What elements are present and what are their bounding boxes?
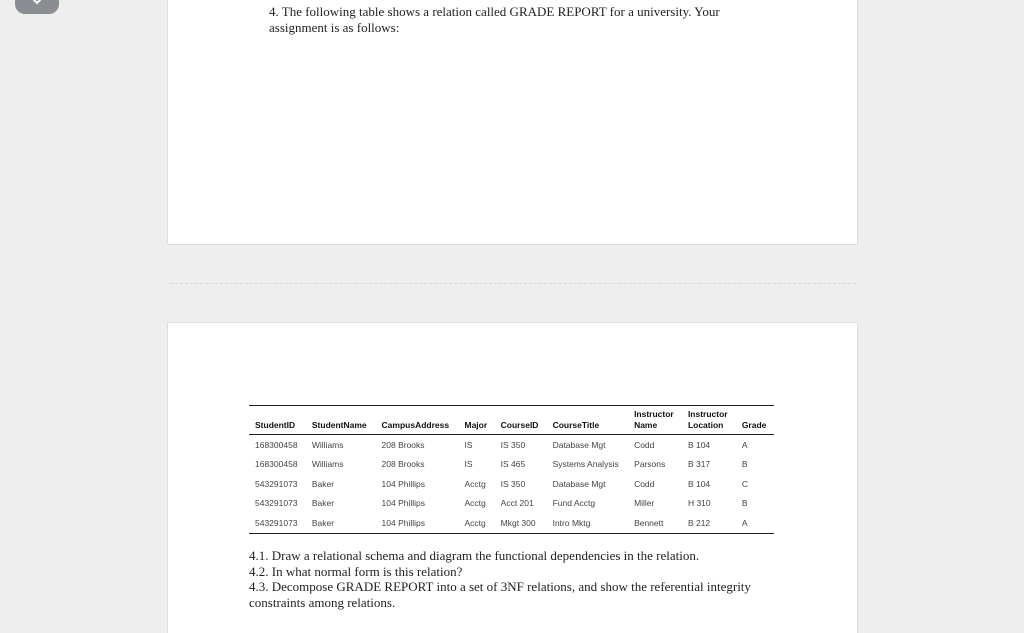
task-4-2: 4.2. In what normal form is this relation? (249, 563, 463, 579)
cell-student-name: Baker (311, 498, 335, 509)
cell-course-title: Database Mgt (552, 478, 606, 489)
header-instructor-name: Instructor Name (628, 406, 682, 435)
cell-student-id: 168300458 (255, 459, 298, 470)
cell-grade: B (741, 498, 748, 509)
cell-course-id: IS 465 (500, 459, 526, 470)
cell-instructor-location: B 104 (687, 478, 711, 489)
cell-instructor-location: H 310 (687, 498, 711, 509)
cell-grade: C (741, 478, 748, 489)
cell-course-id: Mkgt 300 (495, 513, 547, 533)
cell-course-title: Systems Analysis (552, 459, 619, 470)
task-4-3-line-1: 4.3. Decompose GRADE REPORT into a set of 3NF relations, and show the referential integrity (249, 579, 751, 594)
task-4-1: 4.1. Draw a relational schema and diagram the functional dependencies in the relation. (249, 548, 700, 563)
table-row (249, 494, 774, 514)
cell-student-name: Williams (311, 439, 344, 450)
cell-student-name: Baker (311, 478, 335, 489)
cell-campus-address: 208 Brooks (381, 439, 425, 450)
cell-grade: A (736, 513, 774, 533)
cell-major: Acctg (464, 478, 486, 489)
cell-campus-address: 104 Phillips (381, 478, 426, 489)
cell-instructor-location: B 104 (687, 439, 711, 450)
header-course-id: CourseID (495, 406, 547, 435)
question-line-1: 4. The following table shows a relation called GRADE REPORT for a university. Your (269, 4, 720, 19)
close-icon (29, 0, 45, 8)
cell-student-name: Williams (311, 459, 344, 470)
cell-course-id: IS 350 (500, 478, 526, 489)
cell-course-title: Intro Mktg (547, 513, 628, 533)
table-row (249, 435, 774, 455)
cell-major: Acctg (464, 498, 486, 509)
cell-grade: B (741, 459, 748, 470)
document-page-2 (168, 323, 857, 633)
header-major: Major (459, 406, 495, 435)
cell-student-id: 543291073 (255, 478, 298, 489)
document-page-1 (168, 0, 857, 244)
cell-instructor-name: Miller (634, 498, 655, 509)
task-list (249, 548, 789, 610)
cell-campus-address: 104 Phillips (376, 513, 459, 533)
header-grade: Grade (736, 406, 774, 435)
cell-instructor-location: B 317 (687, 459, 711, 470)
table-row (249, 455, 774, 475)
cell-student-id: 543291073 (249, 513, 306, 533)
table-header-row (249, 406, 774, 435)
header-course-title: CourseTitle (547, 406, 628, 435)
cell-instructor-name: Codd (634, 439, 655, 450)
cell-student-id: 168300458 (255, 439, 298, 450)
cell-course-id: Acct 201 (500, 498, 534, 509)
cell-major: IS (464, 459, 473, 470)
question-text (269, 4, 769, 36)
cell-instructor-name: Parsons (634, 459, 666, 470)
question-line-2: assignment is as follows: (269, 20, 400, 35)
cell-course-id: IS 350 (500, 439, 526, 450)
task-4-3-line-2: constraints among relations. (249, 594, 396, 610)
cell-major: Acctg (459, 513, 495, 533)
cell-campus-address: 208 Brooks (381, 459, 425, 470)
cell-course-title: Database Mgt (552, 439, 606, 450)
header-campus-address: CampusAddress (376, 406, 459, 435)
close-button[interactable] (15, 0, 59, 14)
table-row (249, 513, 774, 533)
page-separator (170, 283, 856, 284)
cell-student-id: 543291073 (255, 498, 298, 509)
header-student-id: StudentID (249, 406, 306, 435)
cell-campus-address: 104 Phillips (381, 498, 426, 509)
cell-major: IS (464, 439, 473, 450)
cell-instructor-name: Bennett (628, 513, 682, 533)
cell-grade: A (741, 439, 748, 450)
cell-instructor-name: Codd (634, 478, 655, 489)
table-row (249, 474, 774, 494)
cell-instructor-location: B 212 (682, 513, 736, 533)
grade-report-table (249, 405, 774, 534)
cell-student-name: Baker (306, 513, 376, 533)
header-instructor-location: Instructor Location (682, 406, 736, 435)
header-student-name: StudentName (306, 406, 376, 435)
cell-course-title: Fund Acctg (552, 498, 596, 509)
